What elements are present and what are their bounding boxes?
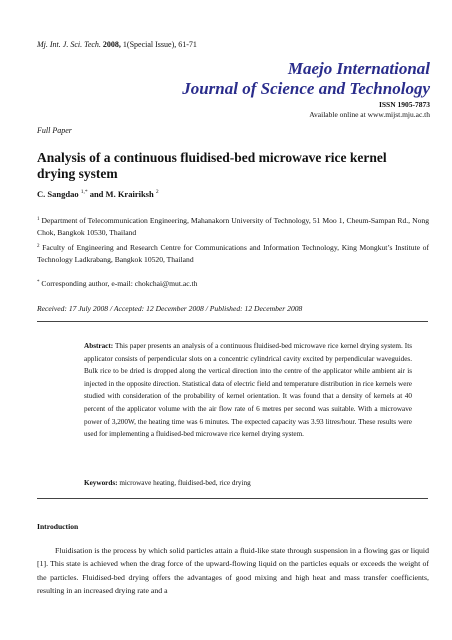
divider-top bbox=[37, 321, 428, 322]
abstract-text: This paper presents an analysis of a continuous fluidised-bed microwave rice kernel drying system. Its applicator consists of perpendicular slots on a concentric cylindrical cavity excited by perpendicular waveguides. Bulk rice to be dried is dropped along the vertical direction into the centre of the applicator while ambient air is injected in the opposite direction. Statistical data of electric field and temperature distribution in rice kernels were studied with consideration of the probability of kernel orientation. It was found that a density of kernels at 40 percent of the applicator volume with the air flow rate of 6 metres per second was suitable. With a microwave power of 3,200W, the heating time was 6 minutes. The expected capacity was 3.93 litres/hour. These results were used for implementing a fluidised-bed microwave rice kernel drying system. bbox=[84, 342, 412, 439]
issn: ISSN 1905-7873 bbox=[378, 100, 430, 109]
affiliation-1-mark: 1 bbox=[37, 217, 40, 222]
keywords-label: Keywords: bbox=[84, 479, 118, 487]
journal-name-line2: Journal of Science and Technology bbox=[182, 79, 430, 98]
authors bbox=[37, 189, 159, 199]
abstract bbox=[84, 340, 412, 441]
author-1: C. Sangdao bbox=[37, 189, 79, 199]
author-1-affiliation-mark: 1,* bbox=[80, 189, 88, 195]
affiliation-1-text: Department of Telecommunication Engineering, Mahanakorn University of Technology, 51 Moo 1, Cheum-Sampan Rd., Nong Chok, Bangkok 10530, Thailand bbox=[37, 216, 429, 237]
affiliation-2-text: Faculty of Engineering and Research Centre for Communications and Information Technology, King Mongkut’s Institute of Technology Ladkrabang, Bangkok 10520, Thailand bbox=[37, 243, 429, 264]
citation-issue: 1(Special Issue), 61-71 bbox=[122, 40, 197, 49]
citation-year: 2008, bbox=[102, 40, 121, 49]
citation-line bbox=[37, 40, 197, 49]
corresponding-mark: * bbox=[37, 280, 40, 285]
keywords-text: microwave heating, fluidised-bed, rice drying bbox=[119, 479, 251, 487]
affiliation-1 bbox=[37, 214, 429, 239]
paper-title: Analysis of a continuous fluidised-bed microwave rice kernel drying system bbox=[37, 150, 387, 181]
online-url: Available online at www.mijst.mju.ac.th bbox=[309, 110, 430, 119]
corresponding-text: Corresponding author, e-mail: chokchai@mut.ac.th bbox=[41, 279, 198, 288]
keywords bbox=[84, 479, 412, 487]
publication-dates: Received: 17 July 2008 / Accepted: 12 December 2008 / Published: 12 December 2008 bbox=[37, 304, 303, 313]
journal-name-line1: Maejo International bbox=[287, 59, 430, 78]
author-conjunction: and bbox=[89, 189, 104, 199]
section-heading-introduction: Introduction bbox=[37, 522, 79, 531]
divider-bottom bbox=[37, 498, 428, 499]
affiliation-2 bbox=[37, 241, 429, 266]
author-2-affiliation-mark: 2 bbox=[155, 189, 159, 195]
citation-journal: Mj. Int. J. Sci. Tech. bbox=[37, 40, 101, 49]
affiliation-2-mark: 2 bbox=[37, 244, 40, 249]
corresponding-author bbox=[37, 279, 197, 288]
author-2: M. Krairiksh bbox=[105, 189, 154, 199]
abstract-label: Abstract: bbox=[84, 342, 114, 350]
paper-type: Full Paper bbox=[37, 126, 72, 135]
introduction-paragraph: Fluidisation is the process by which solid particles attain a fluid-like state through suspension in a flowing gas or liquid [1]. This state is achieved when the drag force of the upward-flowing liquid on the particles equals or exceeds the weight of the particles. Fluidised-bed drying offers the advantages of good mixing and high heat and mass transfer coefficients, resulting in an increased drying rate and a bbox=[37, 546, 429, 595]
